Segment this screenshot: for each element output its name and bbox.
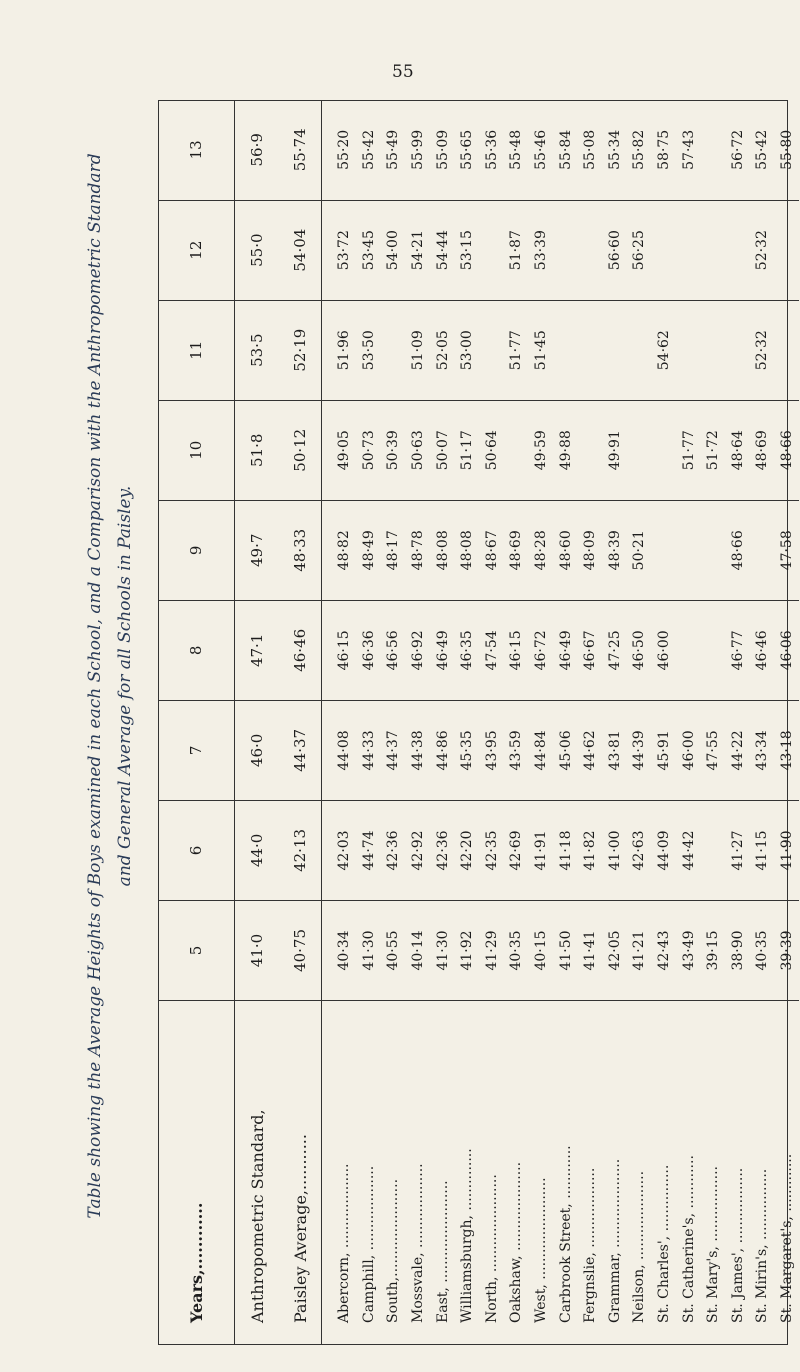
school-row — [455, 100, 480, 1345]
school-name: Grammar, .................... — [603, 1001, 628, 1346]
school-height-value: 46·15 — [504, 600, 529, 700]
school-height-value — [701, 500, 726, 600]
spacer-cell — [322, 100, 333, 200]
school-height-value: 55·34 — [606, 129, 623, 170]
school-row — [480, 100, 505, 1345]
paisley-average-value: 42·13 — [279, 800, 322, 900]
school-height-value: 42·69 — [504, 800, 529, 900]
heights-table-wrapper — [158, 100, 795, 1345]
year-12: 12 — [158, 200, 235, 300]
school-height-value: 42·20 — [455, 800, 480, 900]
school-height-value: 47·54 — [480, 600, 505, 700]
school-height-value: 40·15 — [529, 900, 554, 1000]
anthropometric-value: 47·1 — [235, 600, 280, 700]
school-height-value: 56·25 — [627, 200, 652, 300]
spacer-cell — [322, 700, 333, 800]
school-name: Carbrook Street, ............ — [553, 1001, 578, 1346]
school-height-value: 41·92 — [455, 900, 480, 1000]
school-row — [701, 100, 726, 1345]
school-height-value: 41·29 — [480, 900, 505, 1000]
school-height-value — [381, 300, 406, 400]
school-height-value: 47·58 — [775, 500, 800, 600]
school-height-value: 53·50 — [357, 300, 382, 400]
year-11: 11 — [158, 300, 235, 400]
paisley-average-value: 54·04 — [279, 200, 322, 300]
school-height-value: 44·38 — [406, 700, 431, 800]
spacer-cell — [322, 500, 333, 600]
school-height-value: 42·35 — [480, 800, 505, 900]
school-height-value: 50·21 — [627, 500, 652, 600]
school-height-value: 53·39 — [529, 200, 554, 300]
school-height-value: 55·46 — [533, 129, 550, 170]
school-height-value: 43·59 — [504, 700, 529, 800]
school-row — [775, 100, 800, 1345]
school-height-value: 57·43 — [680, 129, 697, 170]
school-height-value: 41·91 — [529, 800, 554, 900]
school-height-value: 41·15 — [750, 800, 775, 900]
spacer-cell — [322, 600, 333, 700]
paisley-average-label: Paisley Average,........... — [279, 1001, 322, 1346]
school-height-value: 41·82 — [578, 800, 603, 900]
spacer-cell — [322, 400, 333, 500]
school-height-value: 55·08 — [582, 129, 599, 170]
school-height-value — [701, 300, 726, 400]
school-height-value: 45·35 — [455, 700, 480, 800]
school-height-value: 48·09 — [578, 500, 603, 600]
title-line-1: Table showing the Average Heights of Boys examined in each School, and a Comparison with the Anthropometric Standard — [85, 153, 105, 1219]
school-height-value: 46·06 — [775, 600, 800, 700]
school-height-value — [775, 300, 800, 400]
title-block — [0, 0, 140, 1372]
school-height-value: 46·49 — [430, 600, 455, 700]
school-row — [750, 100, 775, 1345]
school-height-value: 52·05 — [430, 300, 455, 400]
school-height-value: 46·77 — [726, 600, 751, 700]
school-row — [627, 100, 652, 1345]
school-height-value: 43·49 — [676, 900, 701, 1000]
paisley-average-value: 50·12 — [279, 400, 322, 500]
school-height-value: 48·66 — [775, 400, 800, 500]
school-height-value: 41·18 — [553, 800, 578, 900]
school-height-value: 55·49 — [385, 129, 402, 170]
school-row — [504, 100, 529, 1345]
school-height-value: 56·60 — [603, 200, 628, 300]
school-row — [381, 100, 406, 1345]
school-row — [357, 100, 382, 1345]
school-height-value: 50·73 — [357, 400, 382, 500]
school-row — [578, 100, 603, 1345]
paisley-average-value: 40·75 — [279, 900, 322, 1000]
spacer-cell — [322, 800, 333, 900]
school-height-value: 48·69 — [750, 400, 775, 500]
school-height-value — [652, 200, 677, 300]
school-height-value: 46·49 — [553, 600, 578, 700]
school-height-value: 46·46 — [750, 600, 775, 700]
school-height-value: 50·07 — [430, 400, 455, 500]
school-height-value: 53·15 — [455, 200, 480, 300]
school-height-value: 43·81 — [603, 700, 628, 800]
school-height-value: 44·84 — [529, 700, 554, 800]
school-height-value: 55·09 — [434, 129, 451, 170]
school-height-value: 41·27 — [726, 800, 751, 900]
school-height-value: 56·72 — [729, 129, 746, 170]
school-height-value: 51·77 — [504, 300, 529, 400]
school-height-value: 48·39 — [603, 500, 628, 600]
school-name: East, ....................... — [430, 1001, 455, 1346]
school-height-value: 46·36 — [357, 600, 382, 700]
years-label: Years,............ — [158, 1001, 235, 1346]
school-height-value: 46·50 — [627, 600, 652, 700]
school-height-value: 54·44 — [430, 200, 455, 300]
school-height-value: 41·30 — [357, 900, 382, 1000]
school-height-value — [701, 600, 726, 700]
school-height-value: 55·42 — [360, 129, 377, 170]
school-height-value: 44·22 — [726, 700, 751, 800]
paisley-average-value: 46·46 — [279, 600, 322, 700]
year-13: 13 — [158, 100, 235, 200]
school-height-value — [480, 200, 505, 300]
school-height-value: 44·39 — [627, 700, 652, 800]
school-height-value: 51·77 — [676, 400, 701, 500]
school-height-value: 48·78 — [406, 500, 431, 600]
school-height-value — [553, 300, 578, 400]
school-height-value: 40·35 — [750, 900, 775, 1000]
anthropometric-value: 56·9 — [248, 133, 266, 167]
spacer-cell — [322, 200, 333, 300]
anthropometric-value: 51·8 — [235, 400, 280, 500]
school-height-value: 42·63 — [627, 800, 652, 900]
paisley-average-value: 44·37 — [279, 700, 322, 800]
school-height-value: 55·42 — [754, 129, 771, 170]
school-height-value: 40·34 — [332, 900, 357, 1000]
school-height-value: 52·32 — [750, 200, 775, 300]
school-height-value: 39·39 — [775, 900, 800, 1000]
school-height-value — [578, 400, 603, 500]
school-height-value: 54·62 — [652, 300, 677, 400]
school-height-value: 53·45 — [357, 200, 382, 300]
school-height-value: 44·42 — [676, 800, 701, 900]
school-height-value: 48·69 — [504, 500, 529, 600]
school-height-value: 51·17 — [455, 400, 480, 500]
school-height-value: 51·96 — [332, 300, 357, 400]
school-height-value — [726, 200, 751, 300]
school-height-value — [676, 600, 701, 700]
school-name: Neilson, .................... — [627, 1001, 652, 1346]
school-height-value: 51·87 — [504, 200, 529, 300]
year-6: 6 — [158, 800, 235, 900]
school-height-value — [553, 200, 578, 300]
school-name: Williamsburgh, .............. — [455, 1001, 480, 1346]
paisley-average-value: 52·19 — [279, 300, 322, 400]
school-height-value — [750, 500, 775, 600]
school-height-value: 45·06 — [553, 700, 578, 800]
school-row — [652, 100, 677, 1345]
year-10: 10 — [158, 400, 235, 500]
school-height-value: 48·17 — [381, 500, 406, 600]
school-height-value: 46·15 — [332, 600, 357, 700]
school-height-value: 44·62 — [578, 700, 603, 800]
school-height-value: 49·88 — [553, 400, 578, 500]
anthropometric-label: Anthropometric Standard, — [235, 1001, 280, 1346]
school-height-value — [676, 300, 701, 400]
school-height-value: 41·50 — [553, 900, 578, 1000]
school-row — [406, 100, 431, 1345]
school-name: North, ...................... — [480, 1001, 505, 1346]
page-number: 55 — [392, 62, 414, 82]
school-height-value: 42·05 — [603, 900, 628, 1000]
school-name: Camphill, ................... — [357, 1001, 382, 1346]
school-height-value: 39·15 — [701, 900, 726, 1000]
school-height-value: 46·92 — [406, 600, 431, 700]
school-height-value: 55·36 — [483, 129, 500, 170]
school-height-value — [676, 200, 701, 300]
school-height-value: 53·00 — [455, 300, 480, 400]
school-height-value — [578, 300, 603, 400]
school-height-value — [578, 200, 603, 300]
school-height-value: 55·48 — [508, 129, 525, 170]
school-height-value: 51·45 — [529, 300, 554, 400]
school-height-value: 46·67 — [578, 600, 603, 700]
paisley-average-row — [279, 100, 322, 1345]
school-height-value: 43·34 — [750, 700, 775, 800]
school-row — [529, 100, 554, 1345]
school-name: St. Mirin's, ................ — [750, 1001, 775, 1346]
school-height-value: 49·05 — [332, 400, 357, 500]
school-height-value: 42·92 — [406, 800, 431, 900]
school-height-value: 58·75 — [656, 129, 673, 170]
school-height-value: 44·09 — [652, 800, 677, 900]
school-height-value — [504, 400, 529, 500]
school-height-value — [627, 300, 652, 400]
school-height-value: 41·41 — [578, 900, 603, 1000]
school-height-value — [676, 500, 701, 600]
school-height-value: 55·82 — [631, 129, 648, 170]
spacer-cell — [322, 900, 333, 1000]
school-height-value: 50·39 — [381, 400, 406, 500]
school-height-value: 50·64 — [480, 400, 505, 500]
anthropometric-value: 49·7 — [235, 500, 280, 600]
anthropometric-value: 46·0 — [235, 700, 280, 800]
school-name: Mossvale, ................... — [406, 1001, 431, 1346]
school-height-value: 55·80 — [778, 129, 795, 170]
anthropometric-value: 53·5 — [235, 300, 280, 400]
school-height-value — [701, 100, 726, 200]
school-height-value: 48·28 — [529, 500, 554, 600]
school-name: St. Mary's, ................. — [701, 1001, 726, 1346]
school-name: St. James', ................. — [726, 1001, 751, 1346]
school-name: West, ....................... — [529, 1001, 554, 1346]
spacer-cell — [322, 1001, 333, 1346]
school-height-value: 40·14 — [406, 900, 431, 1000]
year-5: 5 — [158, 900, 235, 1000]
school-height-value — [775, 200, 800, 300]
school-row — [603, 100, 628, 1345]
school-row — [332, 100, 357, 1345]
school-height-value: 42·43 — [652, 900, 677, 1000]
school-height-value: 47·25 — [603, 600, 628, 700]
school-height-value: 51·72 — [701, 400, 726, 500]
anthropometric-row — [235, 100, 280, 1345]
school-height-value: 48·66 — [726, 500, 751, 600]
school-height-value — [652, 500, 677, 600]
years-row — [158, 100, 235, 1345]
school-height-value: 40·55 — [381, 900, 406, 1000]
school-height-value: 53·72 — [332, 200, 357, 300]
school-row — [676, 100, 701, 1345]
school-height-value: 49·59 — [529, 400, 554, 500]
school-height-value: 50·63 — [406, 400, 431, 500]
school-height-value: 48·67 — [480, 500, 505, 600]
anthropometric-value: 44·0 — [235, 800, 280, 900]
school-height-value: 48·49 — [357, 500, 382, 600]
school-height-value: 42·36 — [381, 800, 406, 900]
school-height-value: 43·95 — [480, 700, 505, 800]
spacer-cell — [322, 300, 333, 400]
school-name: St. Catherine's, ............ — [676, 1001, 701, 1346]
school-height-value: 49·91 — [603, 400, 628, 500]
year-9: 9 — [158, 500, 235, 600]
school-name: St. Margaret's, ............. — [775, 1001, 800, 1346]
school-height-value: 48·08 — [455, 500, 480, 600]
school-height-value: 48·08 — [430, 500, 455, 600]
school-height-value: 51·09 — [406, 300, 431, 400]
title-line-2: and General Average for all Schools in Paisley. — [115, 485, 135, 887]
school-height-value: 41·30 — [430, 900, 455, 1000]
school-name: South,...................... — [381, 1001, 406, 1346]
school-height-value — [701, 800, 726, 900]
school-height-value: 44·37 — [381, 700, 406, 800]
school-height-value: 46·00 — [652, 600, 677, 700]
paisley-average-value: 48·33 — [279, 500, 322, 600]
school-name: St. Charles', ............... — [652, 1001, 677, 1346]
school-height-value: 52·32 — [750, 300, 775, 400]
school-height-value: 55·84 — [557, 129, 574, 170]
school-height-value: 48·60 — [553, 500, 578, 600]
school-height-value: 54·00 — [381, 200, 406, 300]
school-height-value: 40·35 — [504, 900, 529, 1000]
school-height-value: 46·35 — [455, 600, 480, 700]
school-height-value: 41·21 — [627, 900, 652, 1000]
school-height-value: 41·00 — [603, 800, 628, 900]
school-height-value: 45·91 — [652, 700, 677, 800]
school-height-value: 46·56 — [381, 600, 406, 700]
school-height-value: 41·90 — [775, 800, 800, 900]
school-height-value: 44·08 — [332, 700, 357, 800]
school-height-value: 55·99 — [410, 129, 427, 170]
school-height-value — [701, 200, 726, 300]
school-name: Oakshaw, .................... — [504, 1001, 529, 1346]
school-height-value: 46·00 — [676, 700, 701, 800]
school-height-value: 55·65 — [459, 129, 476, 170]
school-name: Abercorn, ................... — [332, 1001, 357, 1346]
school-height-value: 43·18 — [775, 700, 800, 800]
school-name: Fergnslie, .................. — [578, 1001, 603, 1346]
anthropometric-value: 41·0 — [235, 900, 280, 1000]
school-height-value: 38·90 — [726, 900, 751, 1000]
heights-table — [158, 100, 799, 1345]
year-8: 8 — [158, 600, 235, 700]
school-row — [726, 100, 751, 1345]
school-height-value — [652, 400, 677, 500]
school-height-value — [480, 300, 505, 400]
school-height-value: 42·36 — [430, 800, 455, 900]
school-height-value: 55·20 — [336, 129, 353, 170]
school-height-value: 44·33 — [357, 700, 382, 800]
school-height-value: 48·64 — [726, 400, 751, 500]
school-height-value: 44·86 — [430, 700, 455, 800]
school-row — [430, 100, 455, 1345]
school-height-value: 42·03 — [332, 800, 357, 900]
school-height-value: 54·21 — [406, 200, 431, 300]
school-height-value: 47·55 — [701, 700, 726, 800]
year-7: 7 — [158, 700, 235, 800]
school-row — [553, 100, 578, 1345]
anthropometric-value: 55·0 — [235, 200, 280, 300]
school-height-value: 46·72 — [529, 600, 554, 700]
spacer-row — [322, 100, 333, 1345]
school-height-value — [627, 400, 652, 500]
school-height-value: 44·74 — [357, 800, 382, 900]
school-height-value: 48·82 — [332, 500, 357, 600]
school-height-value — [726, 300, 751, 400]
paisley-average-value: 55·74 — [279, 100, 322, 200]
school-height-value — [603, 300, 628, 400]
